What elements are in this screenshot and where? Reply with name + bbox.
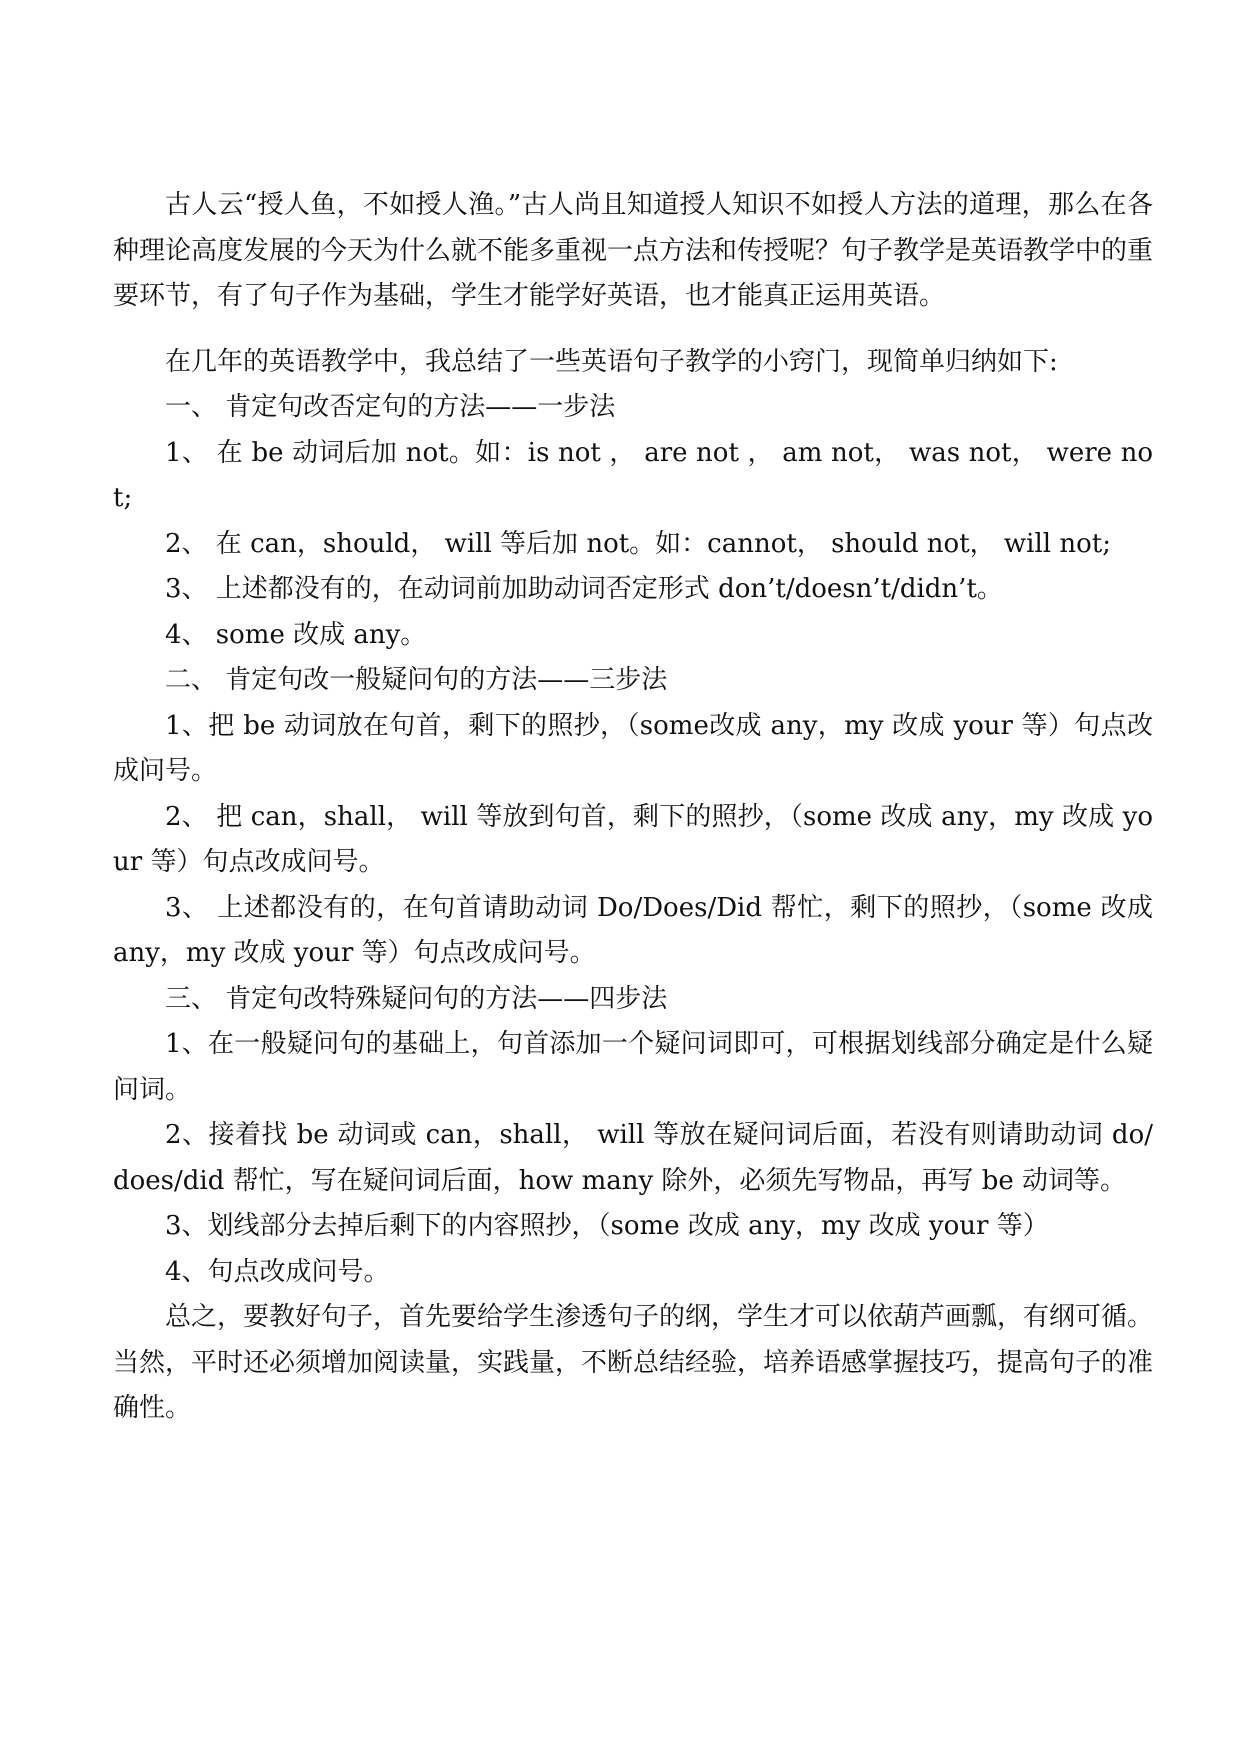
list-item: 3、 上述都没有的，在动词前加助动词否定形式 don’t/doesn’t/didn’t。	[165, 574, 1003, 604]
list-item: 1、在一般疑问句的基础上，句首添加一个疑问词即可，可根据划线部分确定是什么疑问词。	[113, 1029, 1153, 1105]
list-item: 1、 在 be 动词后加 not。如：is not ， are not ， am not， was not， were not;	[113, 437, 1153, 513]
list-item: 1、把 be 动词放在句首，剩下的照抄，（some改成 any，my 改成 your 等）句点改成问号。	[113, 710, 1153, 786]
list-item: 3、划线部分去掉后剩下的内容照抄，（some 改成 any，my 改成 your 等）	[165, 1211, 1049, 1241]
conclusion-paragraph: 总之，要教好句子，首先要给学生渗透句子的纲，学生才可以依葫芦画瓢，有纲可循。当然，平时还必须增加阅读量，实践量，不断总结经验，培养语感掌握技巧，提高句子的准确性。	[113, 1302, 1154, 1423]
intro-paragraph: 古人云“授人鱼，不如授人渔。”古人尚且知道授人知识不如授人方法的道理，那么在各种理论高度发展的今天为什么就不能多重视一点方法和传授呢？句子教学是英语教学中的重要环节，有了句子作为基础，学生才能学好英语，也才能真正运用英语。	[113, 190, 1154, 311]
section-heading-special-question: 三、 肯定句改特殊疑问句的方法——四步法	[165, 983, 668, 1014]
document-body	[113, 183, 1153, 1432]
list-item: 2、 把 can，shall， will 等放到句首，剩下的照抄，（some 改成 any，my 改成 your 等）句点改成问号。	[113, 801, 1153, 877]
list-item: 2、接着找 be 动词或 can，shall， will 等放在疑问词后面，若没有则请助动词 do/does/did 帮忙，写在疑问词后面，how many 除外，必须先写物品，再写 be 动词等。	[113, 1120, 1153, 1196]
section-heading-negative: 一、 肯定句改否定句的方法——一步法	[165, 392, 616, 422]
list-item: 2、 在 can，should， will 等后加 not。如：cannot， should not， will not;	[165, 528, 1111, 559]
list-item: 3、 上述都没有的，在句首请助动词 Do/Does/Did 帮忙，剩下的照抄，（some 改成 any，my 改成 your 等）句点改成问号。	[113, 892, 1153, 968]
list-item: 4、句点改成问号。	[165, 1256, 390, 1287]
section-heading-yes-no-question: 二、 肯定句改一般疑问句的方法——三步法	[165, 665, 668, 695]
summary-intro-paragraph: 在几年的英语教学中，我总结了一些英语句子教学的小窍门，现简单归纳如下:	[165, 346, 1058, 377]
list-item: 4、 some 改成 any。	[165, 619, 427, 650]
